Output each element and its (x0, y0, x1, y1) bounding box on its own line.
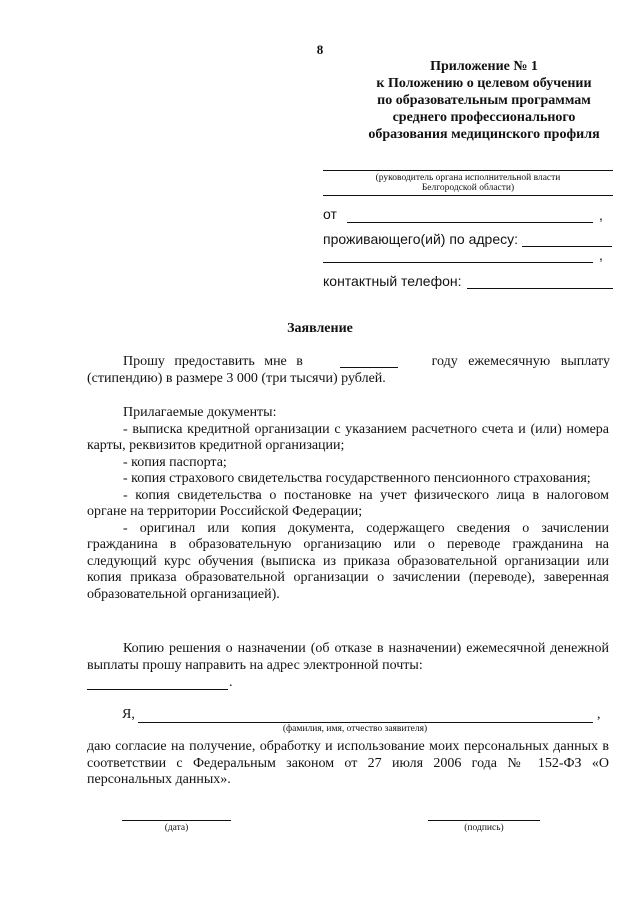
addressee-caption-1: (руководитель органа исполнительной власти (375, 173, 561, 183)
address-label: проживающего(ий) по адресу: (323, 231, 519, 247)
statement-title: Заявление (287, 321, 353, 336)
request-text-3: (стипендию) в размере 3 000 (три тысячи) рублей. (87, 371, 386, 386)
appendix-line: к Положению о целевом обучении (376, 76, 592, 91)
appendix-line: среднего профессионального (392, 110, 576, 125)
document-item: - копия паспорта; (123, 454, 227, 470)
documents-list (87, 405, 609, 603)
addressee-name-line (323, 170, 613, 171)
applicant-name-line (138, 722, 593, 723)
addressee-caption-2: Белгородской области) (421, 183, 515, 193)
consent-prefix: Я, (122, 707, 135, 722)
document-item: - оригинал или копия документа, содержащего сведения о зачислении гражданина в образовательную организацию или о переводе гражданина на следующий курс обучения (выписка из приказа образовательной организации или копия приказа образовательной организации о зачислении (переводе), заверенная образовательной организацией). (87, 520, 609, 602)
phone-label: контактный телефон: (323, 273, 462, 289)
address-line-2 (323, 262, 593, 263)
from-label: от (323, 206, 337, 222)
applicant-name-caption: (фамилия, имя, отчество заявителя) (282, 724, 428, 734)
email-blank-line (87, 689, 228, 690)
year-blank-line (340, 367, 398, 368)
consent-text: даю согласие на получение, обработку и использование моих персональных данных в соответствии с Федеральным законом от 27 июля 2006 года № 152-ФЗ «О персональных данных». (87, 739, 609, 787)
from-line (347, 222, 593, 223)
appendix-line: по образовательным программам (377, 93, 591, 108)
date-caption: (дата) (164, 823, 189, 833)
appendix-line: образования медицинского профиля (368, 127, 600, 142)
copy-request-paragraph: Копию решения о назначении (об отказе в назначении) ежемесячной денежной выплаты прошу направить на адрес электронной почты: (87, 641, 609, 673)
request-paragraph (87, 354, 610, 388)
date-line (122, 820, 231, 821)
consent-comma: , (597, 707, 601, 722)
document-item: - выписка кредитной организации с указанием расчетного счета и (или) номера карты, реквизитов кредитной организации; (87, 421, 609, 453)
phone-line (467, 288, 613, 289)
signature-line (428, 820, 540, 821)
document-item: - копия свидетельства о постановке на учет физического лица в налоговом органе на территории Российской Федерации; (87, 487, 609, 519)
addressee-caption-rule (323, 195, 613, 196)
from-comma: , (599, 207, 603, 223)
request-text-2: году ежемесячную выплату (431, 354, 610, 369)
email-end-dot: . (229, 675, 233, 690)
signature-caption: (подпись) (464, 823, 504, 833)
page-number: 8 (316, 42, 324, 57)
appendix-title: Приложение № 1 (430, 59, 538, 74)
documents-heading: Прилагаемые документы: (123, 405, 277, 420)
address-comma: , (599, 247, 603, 263)
request-text-1: Прошу предоставить мне в (123, 354, 303, 369)
document-item: - копия страхового свидетельства государственного пенсионного страхования; (123, 471, 591, 486)
appendix-block (352, 58, 616, 143)
